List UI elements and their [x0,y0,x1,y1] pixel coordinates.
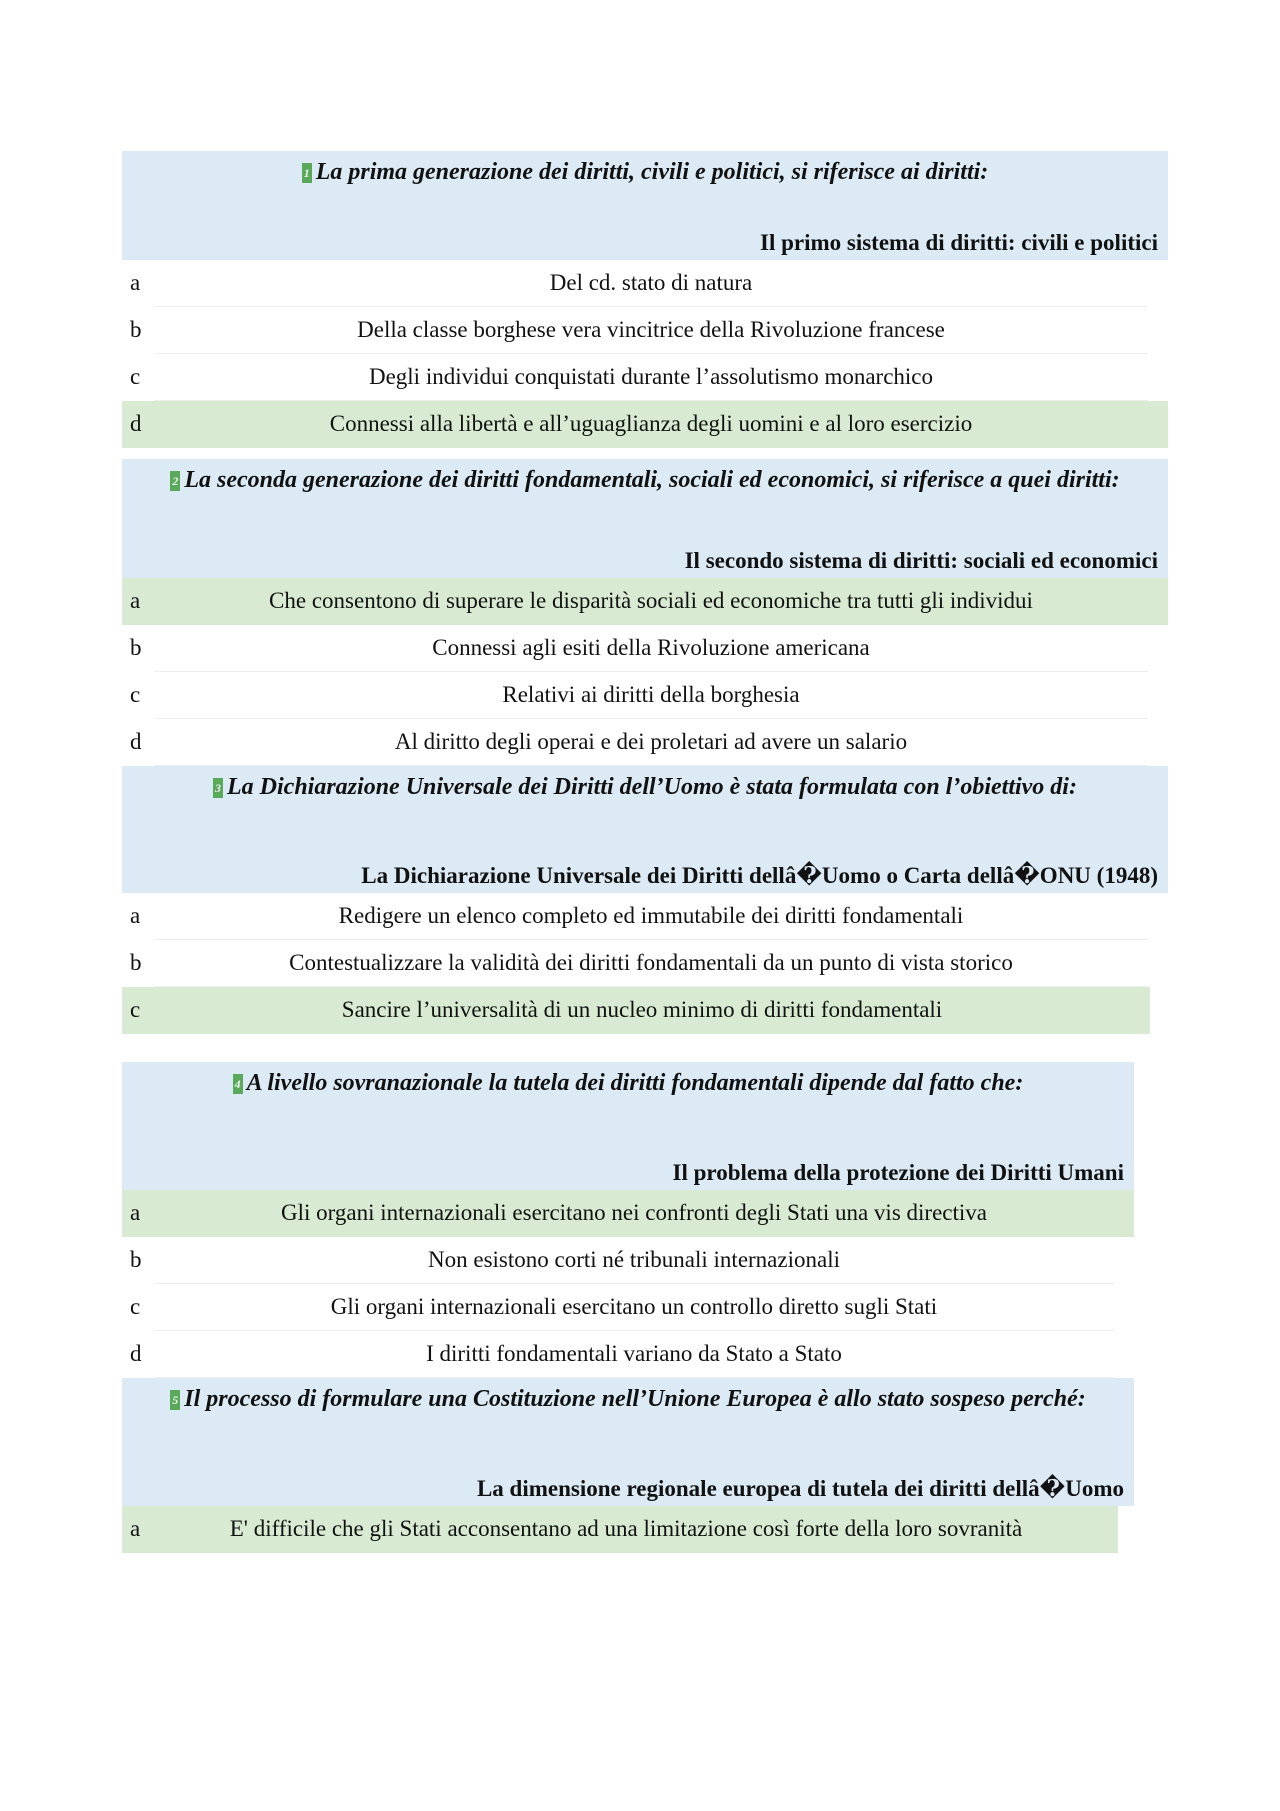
question-prompt: A livello sovranazionale la tutela dei diritti fondamentali dipende dal fatto che: [246,1070,1024,1096]
question-header [122,1378,1134,1506]
question-topic: La Dichiarazione Universale dei Diritti dellâ�Uomo o Carta dellâ�ONU (1948) [361,863,1158,888]
answer-option[interactable] [122,672,1168,719]
option-text: Sancire l’universalità di un nucleo minimo di diritti fondamentali [341,997,943,1022]
option-text: I diritti fondamentali variano da Stato a Stato [426,1341,842,1366]
question-topic: La dimensione regionale europea di tutela dei diritti dellâ�Uomo [476,1476,1124,1501]
question-prompt: La Dichiarazione Universale dei Diritti dell’Uomo è stata formulata con l’obiettivo di: [227,774,1077,800]
answer-option-correct[interactable] [122,401,1168,448]
answer-option[interactable] [122,893,1168,940]
option-text: Del cd. stato di natura [549,270,753,295]
question-text [122,1070,1134,1097]
option-letter: d [130,411,142,436]
answer-option[interactable] [122,307,1168,354]
answer-option-correct[interactable] [122,987,1150,1034]
option-letter: c [130,1294,141,1319]
answer-option-correct[interactable] [122,578,1168,625]
question-number-badge: 5 [170,1390,180,1410]
answer-option[interactable] [122,719,1168,766]
option-text: Che consentono di superare le disparità sociali ed economiche tra tutti gli individui [269,588,1033,613]
option-letter: c [130,997,141,1022]
option-letter: d [130,1341,142,1366]
question-block-2 [122,459,1168,766]
question-header [122,151,1168,260]
question-topic: Il problema della protezione dei Diritti Umani [672,1160,1124,1185]
question-prompt: La seconda generazione dei diritti fondamentali, sociali ed economici, si riferisce a quei diritti: [184,467,1120,493]
answer-option[interactable] [122,1284,1134,1331]
option-text: Della classe borghese vera vincitrice della Rivoluzione francese [357,317,945,342]
answer-option[interactable] [122,940,1168,987]
option-letter: a [130,588,141,613]
option-text: Gli organi internazionali esercitano nei confronti degli Stati una vis directiva [281,1200,987,1225]
question-text [122,774,1168,801]
option-letter: b [130,635,142,660]
option-letter: a [130,1516,141,1541]
option-letter: a [130,1200,141,1225]
question-prompt: La prima generazione dei diritti, civili e politici, si riferisce ai diritti: [315,159,989,185]
option-text: Gli organi internazionali esercitano un controllo diretto sugli Stati [330,1294,938,1319]
option-text: Redigere un elenco completo ed immutabile dei diritti fondamentali [338,903,964,928]
answer-option[interactable] [122,625,1168,672]
question-header [122,459,1168,578]
question-header [122,766,1168,893]
question-prompt: Il processo di formulare una Costituzione nell’Unione Europea è allo stato sospeso perché: [184,1386,1086,1412]
option-text: Connessi agli esiti della Rivoluzione americana [432,635,870,660]
option-text: Degli individui conquistati durante l’assolutismo monarchico [368,364,934,389]
option-letter: d [130,729,142,754]
question-text [122,1386,1134,1413]
question-text [122,159,1168,186]
answer-option-correct[interactable] [122,1190,1134,1237]
option-letter: b [130,317,142,342]
answer-option[interactable] [122,260,1168,307]
option-text: Connessi alla libertà e all’uguaglianza degli uomini e al loro esercizio [329,411,973,436]
question-block-1 [122,151,1168,448]
option-text: E' difficile che gli Stati acconsentano ad una limitazione così forte della loro sovranità [229,1516,1023,1541]
option-letter: c [130,682,141,707]
option-text: Non esistono corti né tribunali internazionali [428,1247,840,1272]
option-letter: b [130,950,142,975]
option-text: Relativi ai diritti della borghesia [502,682,800,707]
question-block-5 [122,1378,1134,1553]
option-letter: b [130,1247,142,1272]
question-topic: Il secondo sistema di diritti: sociali ed economici [684,548,1158,573]
answer-option[interactable] [122,354,1168,401]
question-number-badge: 2 [170,471,180,491]
answer-option[interactable] [122,1331,1134,1378]
option-letter: a [130,270,141,295]
question-block-3 [122,766,1168,1034]
question-number-badge: 1 [302,163,312,183]
option-letter: a [130,903,141,928]
question-header [122,1062,1134,1190]
question-number-badge: 4 [233,1074,243,1094]
answer-option-correct[interactable] [122,1506,1118,1553]
option-letter: c [130,364,141,389]
question-text [122,467,1168,494]
answer-option[interactable] [122,1237,1134,1284]
question-block-4 [122,1062,1134,1378]
option-text: Al diritto degli operai e dei proletari ad avere un salario [394,729,908,754]
option-text: Contestualizzare la validità dei diritti fondamentali da un punto di vista storico [289,950,1013,975]
question-number-badge: 3 [213,778,223,798]
question-topic: Il primo sistema di diritti: civili e politici [760,230,1158,255]
